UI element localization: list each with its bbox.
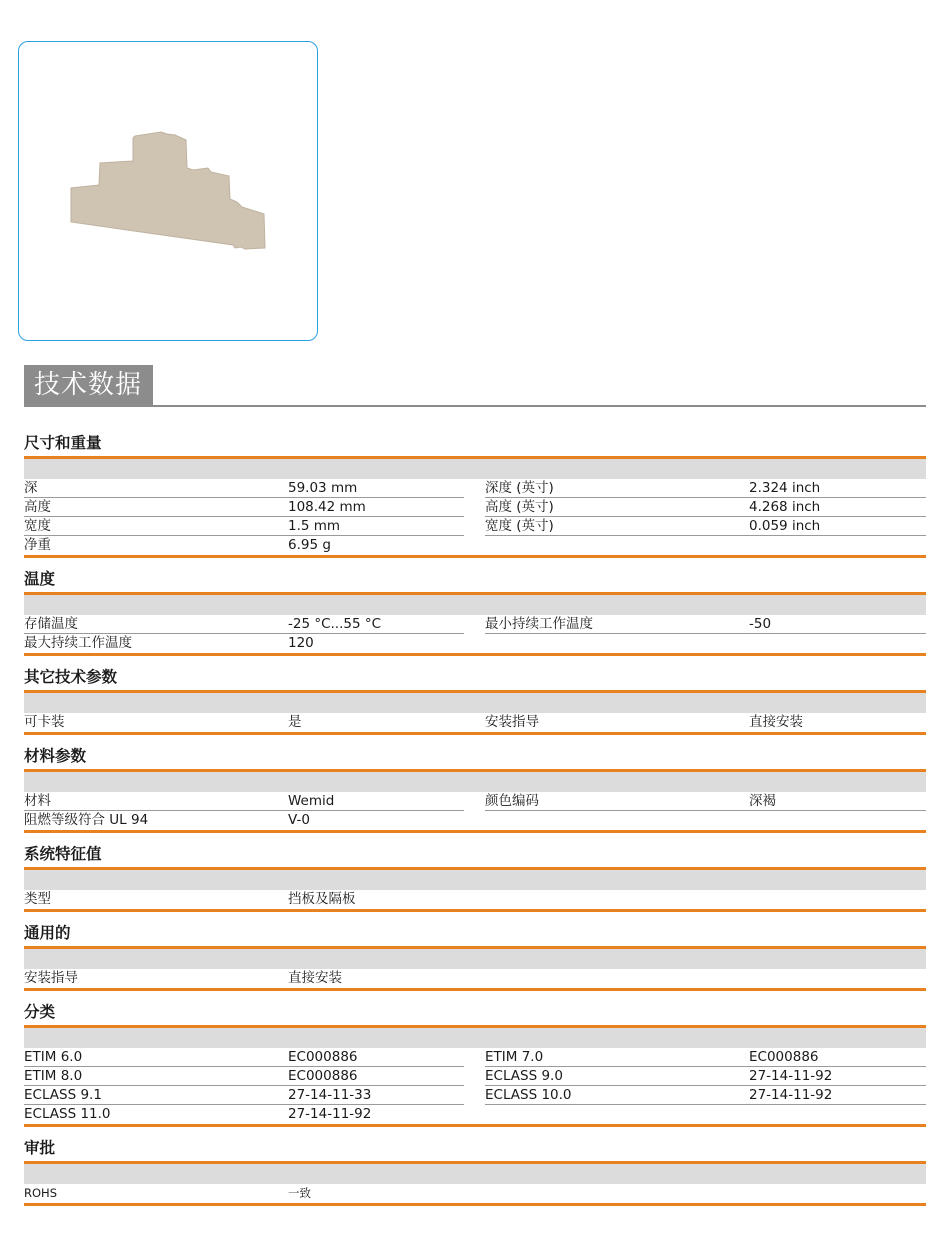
spec-section bbox=[24, 558, 926, 656]
left-field bbox=[24, 1067, 464, 1086]
field-label: ECLASS 11.0 bbox=[24, 1106, 111, 1122]
field-value: 108.42 mm bbox=[288, 499, 366, 515]
field-label: 安装指导 bbox=[485, 714, 539, 730]
section-title: 材料参数 bbox=[24, 743, 926, 772]
table-row bbox=[24, 517, 926, 536]
table-row bbox=[24, 479, 926, 498]
field-label: 净重 bbox=[24, 537, 51, 553]
field-label: 最大持续工作温度 bbox=[24, 635, 132, 651]
section-rows bbox=[24, 1184, 926, 1206]
right-field bbox=[485, 1067, 926, 1086]
table-row bbox=[24, 1184, 926, 1203]
field-value: V-0 bbox=[288, 812, 310, 828]
right-field bbox=[485, 517, 926, 536]
field-value: -50 bbox=[749, 616, 772, 632]
section-rows bbox=[24, 792, 926, 833]
field-value: 直接安装 bbox=[288, 970, 342, 986]
left-field bbox=[24, 1105, 464, 1123]
section-band bbox=[24, 693, 926, 713]
spec-section bbox=[24, 430, 926, 558]
field-label: 深度 (英寸) bbox=[485, 480, 554, 496]
field-label: 高度 (英寸) bbox=[485, 499, 554, 515]
section-title: 通用的 bbox=[24, 920, 926, 949]
field-value: 1.5 mm bbox=[288, 518, 341, 534]
right-field bbox=[485, 1086, 926, 1105]
field-label: ETIM 6.0 bbox=[24, 1049, 83, 1065]
section-rows bbox=[24, 713, 926, 735]
left-field bbox=[24, 1184, 464, 1202]
left-field bbox=[24, 792, 464, 811]
field-value: 27-14-11-33 bbox=[288, 1087, 372, 1103]
field-label: ETIM 7.0 bbox=[485, 1049, 544, 1065]
field-value: 6.95 g bbox=[288, 537, 331, 553]
field-value: 0.059 inch bbox=[749, 518, 821, 534]
field-label: 最小持续工作温度 bbox=[485, 616, 593, 632]
field-value: 27-14-11-92 bbox=[749, 1087, 833, 1103]
field-value: EC000886 bbox=[288, 1049, 358, 1065]
field-label: ETIM 8.0 bbox=[24, 1068, 83, 1084]
spec-section bbox=[24, 735, 926, 833]
section-title: 其它技术参数 bbox=[24, 664, 926, 693]
left-field bbox=[24, 479, 464, 498]
left-field bbox=[24, 890, 464, 908]
left-field bbox=[24, 634, 464, 652]
left-field bbox=[24, 969, 464, 987]
section-band bbox=[24, 459, 926, 479]
field-value: 一致 bbox=[288, 1186, 311, 1200]
field-value: 27-14-11-92 bbox=[288, 1106, 372, 1122]
section-band bbox=[24, 1028, 926, 1048]
section-rows bbox=[24, 969, 926, 991]
field-value: 是 bbox=[288, 714, 302, 730]
table-row bbox=[24, 811, 926, 830]
spec-section bbox=[24, 991, 926, 1127]
field-label: 材料 bbox=[24, 793, 51, 809]
table-row bbox=[24, 713, 926, 732]
right-field bbox=[485, 498, 926, 517]
table-row bbox=[24, 1067, 926, 1086]
right-field bbox=[485, 1048, 926, 1067]
field-label: ECLASS 10.0 bbox=[485, 1087, 572, 1103]
left-field bbox=[24, 1086, 464, 1105]
table-row bbox=[24, 1048, 926, 1067]
section-rows bbox=[24, 1048, 926, 1127]
field-value: 2.324 inch bbox=[749, 480, 821, 496]
right-field bbox=[485, 713, 926, 731]
left-field bbox=[24, 536, 464, 554]
left-field bbox=[24, 713, 464, 731]
section-title: 系统特征值 bbox=[24, 841, 926, 870]
field-value: 27-14-11-92 bbox=[749, 1068, 833, 1084]
spec-section bbox=[24, 912, 926, 991]
section-title: 尺寸和重量 bbox=[24, 430, 926, 459]
right-field bbox=[485, 792, 926, 811]
section-rows bbox=[24, 615, 926, 656]
table-row bbox=[24, 1105, 926, 1124]
left-field bbox=[24, 811, 464, 829]
table-row bbox=[24, 969, 926, 988]
section-band bbox=[24, 870, 926, 890]
section-rows bbox=[24, 890, 926, 912]
field-label: 存储温度 bbox=[24, 616, 78, 632]
field-value: Wemid bbox=[288, 793, 335, 809]
table-row bbox=[24, 890, 926, 909]
spec-section bbox=[24, 1127, 926, 1206]
field-label: 宽度 bbox=[24, 518, 51, 534]
field-label: 高度 bbox=[24, 499, 51, 515]
table-row bbox=[24, 498, 926, 517]
page-title: 技术数据 bbox=[24, 365, 153, 405]
section-band bbox=[24, 1164, 926, 1184]
tech-data-banner bbox=[24, 365, 926, 407]
field-label: 阻燃等级符合 UL 94 bbox=[24, 812, 149, 828]
field-value: -25 °C...55 °C bbox=[288, 616, 382, 632]
section-rows bbox=[24, 479, 926, 558]
field-value: 4.268 inch bbox=[749, 499, 821, 515]
section-title: 温度 bbox=[24, 566, 926, 595]
left-field bbox=[24, 1048, 464, 1067]
field-label: 颜色编码 bbox=[485, 793, 539, 809]
table-row bbox=[24, 615, 926, 634]
section-title: 审批 bbox=[24, 1135, 926, 1164]
field-value: 挡板及隔板 bbox=[288, 891, 356, 907]
field-label: 安装指导 bbox=[24, 970, 78, 986]
field-value: 59.03 mm bbox=[288, 480, 358, 496]
spec-section bbox=[24, 833, 926, 912]
left-field bbox=[24, 517, 464, 536]
field-value: 深褐 bbox=[749, 793, 776, 809]
table-row bbox=[24, 634, 926, 653]
field-value: 直接安装 bbox=[749, 714, 803, 730]
left-field bbox=[24, 498, 464, 517]
product-image-frame bbox=[18, 41, 318, 341]
table-row bbox=[24, 536, 926, 555]
field-label: 深 bbox=[24, 480, 38, 496]
spec-sections bbox=[24, 430, 926, 1206]
end-plate-icon bbox=[19, 42, 319, 342]
table-row bbox=[24, 1086, 926, 1105]
field-value: EC000886 bbox=[749, 1049, 819, 1065]
field-value: 120 bbox=[288, 635, 314, 651]
section-title: 分类 bbox=[24, 999, 926, 1028]
right-field bbox=[485, 615, 926, 634]
field-value: EC000886 bbox=[288, 1068, 358, 1084]
section-band bbox=[24, 772, 926, 792]
field-label: 类型 bbox=[24, 891, 51, 907]
section-band bbox=[24, 949, 926, 969]
table-row bbox=[24, 792, 926, 811]
field-label: 可卡装 bbox=[24, 714, 65, 730]
field-label: ROHS bbox=[24, 1186, 57, 1200]
field-label: ECLASS 9.1 bbox=[24, 1087, 102, 1103]
section-band bbox=[24, 595, 926, 615]
spec-section bbox=[24, 656, 926, 735]
field-label: ECLASS 9.0 bbox=[485, 1068, 563, 1084]
field-label: 宽度 (英寸) bbox=[485, 518, 554, 534]
left-field bbox=[24, 615, 464, 634]
right-field bbox=[485, 479, 926, 498]
